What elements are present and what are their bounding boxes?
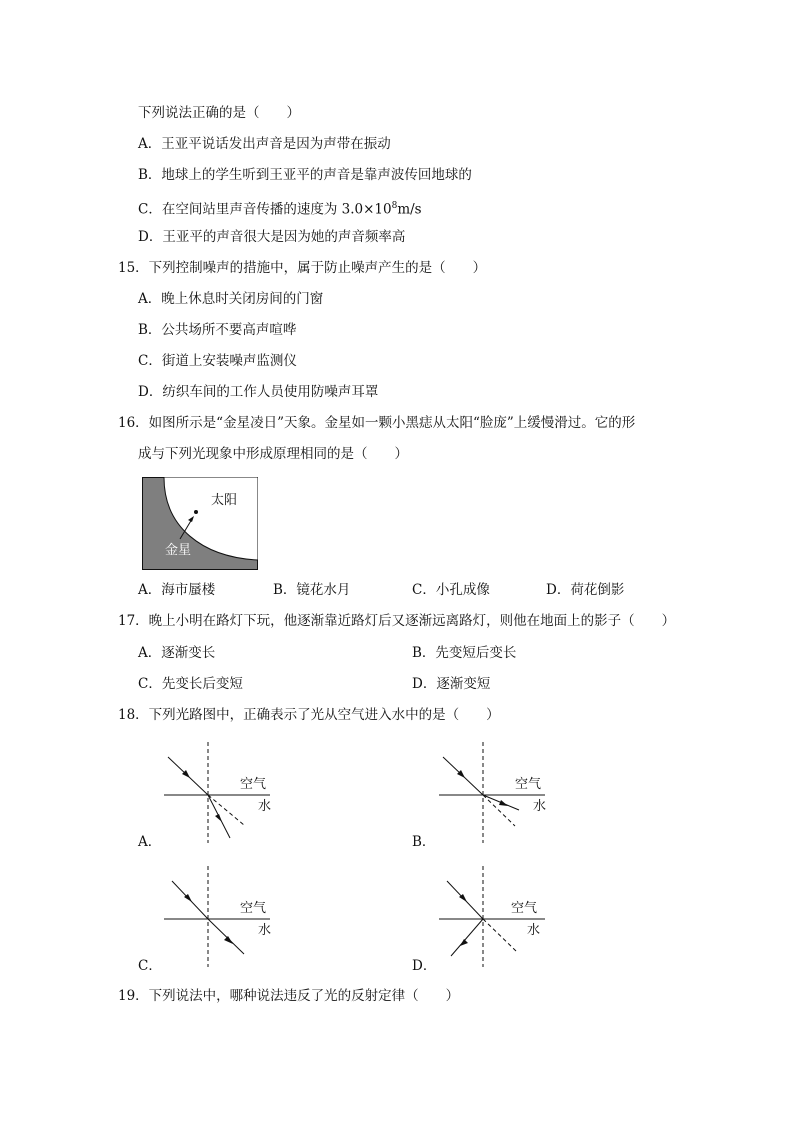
refracted-arrowhead [499, 800, 508, 806]
water-label: 水 [527, 923, 541, 938]
extension-ray [483, 795, 515, 826]
q14-option-c-unit: m/s [397, 201, 422, 218]
refracted-arrowhead [215, 814, 222, 822]
q18-option-a-label: A． [138, 834, 162, 850]
ray-diagram-a [158, 740, 288, 845]
q15-option-d: D．纺织车间的工作人员使用防噪声耳罩 [138, 384, 379, 400]
q14-option-c [138, 197, 422, 219]
water-label: 水 [258, 923, 272, 938]
q15-option-c: C．街道上安装噪声监测仪 [138, 353, 297, 369]
refracted-ray [208, 919, 244, 954]
q14-stem: 下列说法正确的是（ ） [138, 105, 300, 121]
q15-option-a: A．晚上休息时关闭房间的门窗 [138, 291, 324, 307]
q19-stem: 19．下列说法中，哪种说法违反了光的反射定律（ ） [118, 988, 460, 1004]
q17-option-a: A．逐渐变长 [138, 645, 216, 661]
q14-option-a: A．王亚平说话发出声音是因为声带在振动 [138, 136, 391, 152]
q16-option-c: C．小孔成像 [412, 582, 490, 598]
ray-diagram-c [158, 864, 288, 969]
q17-option-b: B．先变短后变长 [412, 645, 517, 661]
q14-option-d: D．王亚平的声音很大是因为她的声音频率高 [138, 229, 406, 245]
air-label: 空气 [511, 901, 538, 916]
extension-ray [483, 919, 517, 952]
q18-option-c-label: C． [138, 958, 162, 974]
water-label: 水 [258, 799, 272, 814]
q15-option-b: B．公共场所不要高声喧哗 [138, 322, 297, 338]
q16-option-d: D．荷花倒影 [546, 582, 625, 598]
venus-transit-figure [142, 477, 258, 570]
water-label: 水 [533, 799, 547, 814]
q18-option-b-label: B． [412, 834, 436, 850]
sun-label: 太阳 [211, 493, 238, 508]
q14-option-c-text: C．在空间站里声音传播的速度为 3.0×10 [138, 201, 392, 218]
q17-stem: 17．晚上小明在路灯下玩，他逐渐靠近路灯后又逐渐远离路灯，则他在地面上的影子（ ） [118, 613, 676, 629]
air-label: 空气 [240, 777, 267, 792]
q16-option-a: A．海市蜃楼 [138, 582, 216, 598]
q18-option-d-label: D． [412, 958, 437, 974]
q18-stem: 18．下列光路图中，正确表示了光从空气进入水中的是（ ） [118, 707, 500, 723]
q17-option-c: C．先变长后变短 [138, 676, 243, 692]
air-label: 空气 [515, 777, 542, 792]
q16-stem-line1: 16．如图所示是“金星凌日”天象。金星如一颗小黑痣从太阳“脸庞”上缓慢滑过。它的形 [118, 415, 636, 431]
ray-diagram-b [433, 740, 563, 845]
extension-ray [208, 795, 244, 825]
venus-dot [194, 510, 198, 514]
q14-option-c-exponent: 8 [391, 201, 398, 211]
q14-option-b: B．地球上的学生听到王亚平的声音是靠声波传回地球的 [138, 167, 472, 183]
reflected-arrowhead [460, 939, 468, 946]
venus-label: 金星 [165, 543, 192, 558]
air-label: 空气 [240, 901, 267, 916]
q17-option-d: D．逐渐变短 [412, 676, 491, 692]
refracted-arrowhead [224, 936, 233, 944]
q15-stem: 15．下列控制噪声的措施中，属于防止噪声产生的是（ ） [118, 260, 487, 276]
q16-option-b: B．镜花水月 [273, 582, 351, 598]
reflected-ray [451, 919, 483, 956]
ray-diagram-d [433, 864, 563, 969]
q16-stem-line2: 成与下列光现象中形成原理相同的是（ ） [138, 446, 408, 462]
